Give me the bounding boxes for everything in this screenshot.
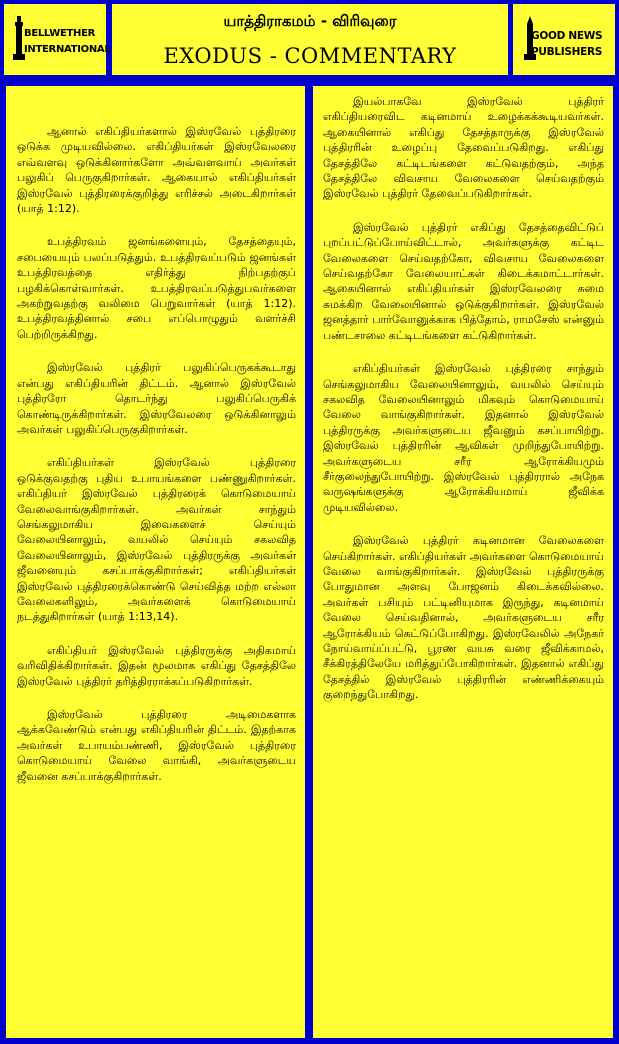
page-title-tamil: யாத்திராகமம் - விரிவுரை xyxy=(223,12,397,30)
good-news-line1: GOOD NEWS xyxy=(531,30,603,42)
left-paragraph-2: உபத்திரவம் ஜனங்களையும், தேசத்தையும், சபையையும் பலப்படுத்தும். உபத்திரவப்படும் ஜனங்கள் உபத்திரவத்தை எதிர்த்து நிற்பதற்குப் பழகிக்கொள்வார்கள். உபத்திரவப்படுத்துபவர்களை அகற்றுவதற்கு வலிமை பெறுவார்கள் (யாத் 1:12). உபத்திரவத்தினால் சபை எப்பொழுதும் வளர்ச்சி பெற்றிருக்கிறது. xyxy=(17,235,296,341)
left-logo-box xyxy=(4,4,111,75)
left-paragraph-1: ஆனால் எகிப்தியர்களால் இஸ்ரவேல் புத்திரரை ஒடுக்க முடியவில்லை. எகிப்தியர்கள் இஸ்ரவேலரை எவ்வளவு ஒடுக்கினார்களோ அவ்வளவாய் அவர்கள் பலுகிப் பெருகுகிறார்கள். ஆகையால் எகிப்தியர்கள் இஸ்ரவேல் புத்திரரைக்குறித்து எரிச்சல் அடைகிறார்கள் (யாத் 1:12). xyxy=(17,125,296,216)
left-paragraph-3: இஸ்ரவேல் புத்திரர் பலுகிப்பெருகக்கூடாது என்பது எகிப்தியரின் திட்டம். ஆனால் இஸ்ரவேல் புத்திரரோ தொடர்ந்து பலுகிப்பெருகிக் கொண்டிருக்கிறார்கள். இஸ்ரவேலரை ஒடுக்கினாலும் அவர்கள் பலுகிப்பெருகுகிறார்கள். xyxy=(17,361,296,436)
page-header xyxy=(0,0,619,79)
bellwether-line2: INTERNATIONAL xyxy=(24,44,111,55)
right-paragraph-2: இஸ்ரவேல் புத்திரர் எகிப்து தேசத்தைவிட்டுப் புறப்பட்டுப்போய்விட்டால், அவர்களுக்கு கட்டிட வேலைகளை செய்வதற்கோ, விவசாய வேலைகளை செய்வதற்கோ வேலையாட்கள் கிடைக்கமாட்டார்கள். ஆகையினால் எகிப்தியர்கள் இஸ்ரவேலரை சுமை சுமக்கிற வேலையினால் ஒடுக்குகிறார்கள். இஸ்ரவேல் ஜனத்தார் பார்வோனுக்காக பித்தோம், ராமசேஸ் என்னும் பண்டசாலை கட்டிடங்களை கட்டுகிறார்கள். xyxy=(323,220,604,342)
left-column xyxy=(4,84,307,1040)
right-logo-box xyxy=(513,4,615,75)
right-paragraph-4: இஸ்ரவேல் புத்திரர் கடினமான வேலைகளை செய்கிறார்கள். எகிப்தியர்கள் அவர்களை கொடுமையாய் வேலை வாங்குகிறார்கள். இஸ்ரவேல் புத்திரருக்கு போதுமான அளவு போஜனம் கிடைக்கவில்லை. அவர்கள் பசியும் பட்டினியுமாக இருந்து, கடினமாய் வேலை செய்வதினால், அவர்களுடைய சரீர ஆரோக்கியம் கெட்டுப்போகிறது. இஸ்ரவேலில் அநேகர் நோய்வாய்ப்பட்டு, பூரண வயசு வரை ஜீவிக்காமல், சீக்கிரத்திலேயே மரித்துப்போகிறார்கள். இதனால் எகிப்து தேசத்தில் இஸ்ரவேல் புத்திரரின் எண்ணிக்கையும் குறைந்துபோகிறது. xyxy=(323,534,604,702)
page-title-english: EXODUS - COMMENTARY xyxy=(163,44,457,68)
right-paragraph-3: எகிப்தியர்கள் இஸ்ரவேல் புத்திரரை சாந்தும் செங்கலுமாகிய வேலையினாலும், வயலில் செய்யும் சகலவித வேலையினாலும் மிகவும் கொடுமையாய் வேலை வாங்குகிறார்கள். இதனால் இஸ்ரவேல் புத்திரருக்கு அவர்களுடைய ஜீவனும் கசப்பாயிற்று. இஸ்ரவேல் புத்திரரின் ஆவிகள் முறிந்துபோயிற்று. அவர்களுடைய சரீர ஆரோக்கியமும் சீர்குலைந்துபோயிற்று. இஸ்ரவேல் புத்திரரால் அநேக வருஷங்களுக்கு ஆரோக்கியமாய் ஜீவிக்க முடியவில்லை. xyxy=(323,362,604,514)
title-box xyxy=(112,4,508,75)
left-paragraph-5: எகிப்தியர் இஸ்ரவேல் புத்திரருக்கு அதிகமாய் வரிவிதிக்கிறார்கள். இதன் மூலமாக எகிப்து தேசத்திலே இஸ்ரவேல் புத்திரர் தரித்திரராக்கப்படுகிறார்கள். xyxy=(17,643,296,688)
bellwether-logo-text xyxy=(24,26,110,58)
left-paragraph-6: இஸ்ரவேல் புத்திரரை அடிமைகளாக ஆக்கவேண்டும் என்பது எகிப்தியரின் திட்டம். இதற்காக அவர்கள் உபாயம்பண்ணி, இஸ்ரவேல் புத்திரரை கொடுமையாய் வேலை வாங்கி, அவர்களுடைய ஜீவனை கசப்பாக்குகிறார்கள். xyxy=(17,708,296,783)
good-news-line2: PUBLISHERS xyxy=(531,46,602,58)
right-column xyxy=(311,84,615,1040)
left-paragraph-4: எகிப்தியர்கள் இஸ்ரவேல் புத்திரரை ஒடுக்குவதற்கு புதிய உபாயங்களை பண்ணுகிறார்கள். எகிப்தியர் இஸ்ரவேல் புத்திரரைக் கொடுமையாய் வேலைவாங்குகிறார்கள். அவர்கள் சாந்தும் செங்கலுமாகிய இவைகளைச் செய்யும் வேலையினாலும், வயலில் செய்யும் சகலவித வேலையினாலும், இஸ்ரவேல் புத்திரருக்கு அவர்கள் ஜீவனையும் கசப்பாக்குகிறார்கள்; எகிப்தியர்கள் இஸ்ரவேல் புத்திரரைக்கொண்டு செய்வித்த மற்ற எல்லா வேலைகளிலும், அவர்களைக் கொடுமையாய் நடத்துகிறார்கள் (யாத் 1:13,14). xyxy=(17,456,296,624)
good-news-logo-text xyxy=(531,28,602,60)
bellwether-logo xyxy=(4,4,111,75)
good-news-logo xyxy=(513,4,615,75)
right-paragraph-1: இயல்பாகவே இஸ்ரவேல் புத்திரர் எகிப்தியரைவிட கடினமாய் உழைக்கக்கூடியவர்கள். ஆகையினால் எகிப்து தேசத்தாருக்கு இஸ்ரவேல் புத்திரரின் உழைப்பு தேவைப்படுகிறது. எகிப்து தேசத்திலே கட்டிடங்களை கட்டுவதற்கும், அந்த தேசத்திலே விவசாய வேலைகளை செய்வதற்கும் இஸ்ரவேல் புத்திரர் தேவைப்படுகிறார்கள். xyxy=(323,95,604,201)
bellwether-line1: BELLWETHER xyxy=(24,28,96,39)
